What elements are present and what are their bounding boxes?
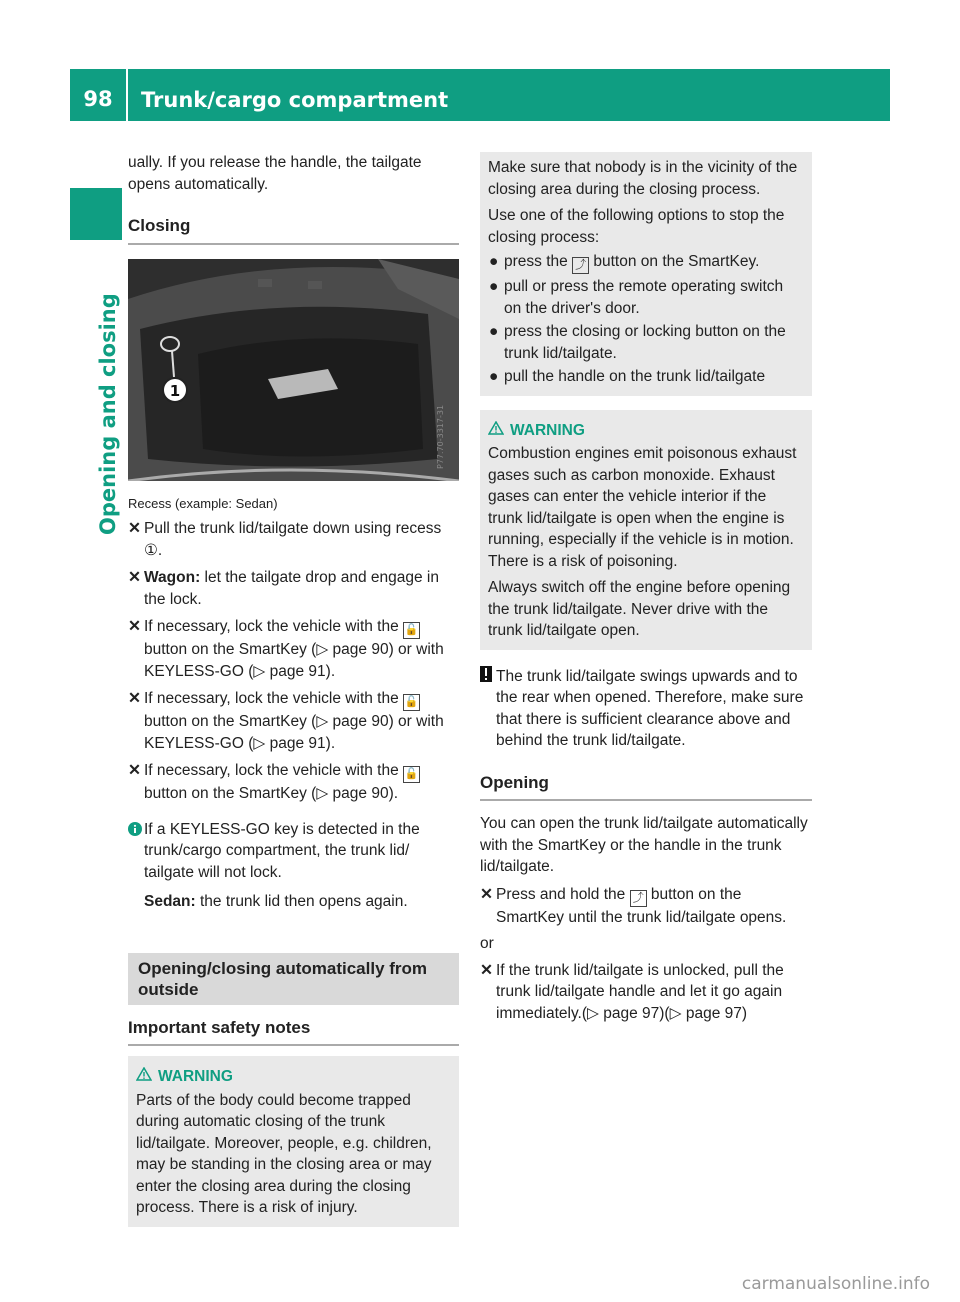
caution-note: The trunk lid/tailgate swings upwards and to the rear when opened. Therefore, make sure that there is sufficient clearance above and behind the trunk lid/tailgate. (480, 666, 812, 752)
info-note: If a KEYLESS-GO key is detected in the trunk/cargo compartment, the trunk lid/ tailgate will not lock. Sedan: the trunk lid then opens again. (128, 819, 459, 913)
box-paragraph-2: Use one of the following options to stop the closing process: (488, 207, 785, 246)
warning-box-exhaust (480, 410, 812, 650)
callout-number: 1 (169, 381, 181, 400)
header-divider (126, 69, 128, 121)
intro-paragraph: ually. If you release the handle, the tailgate opens automatically. (128, 154, 422, 193)
trunk-lid-illustration (128, 259, 459, 481)
opening-step-2: ✕ If the trunk lid/tailgate is unlocked, pull the trunk lid/tailgate handle and let it go again immediately.(▷ page 97)(▷ page 97) (480, 961, 784, 1022)
lock-icon: 🔓 (403, 694, 420, 711)
opening-step-1: ✕ Press and hold the ⤴ button on the SmartKey until the trunk lid/tailgate opens. (480, 885, 787, 926)
closing-step-2: ✕ Wagon: let the tailgate drop and engage in the lock. (128, 569, 439, 608)
stop-option-4: ● pull the handle on the trunk lid/tailgate (489, 368, 766, 385)
image-code: P77.70-3317-31 (436, 404, 445, 469)
trunk-icon: ⤴ (630, 890, 647, 907)
box-paragraph-1: Make sure that nobody is in the vicinity of the closing area during the closing process. (488, 159, 798, 198)
stop-option-2: ● pull or press the remote operating switch on the driver's door. (489, 278, 784, 317)
page-number: 98 (83, 87, 113, 111)
side-tab-label: Opening and closing (96, 293, 120, 535)
auto-open-close-heading: Opening/closing automatically from outside (128, 953, 459, 1005)
warning-paragraph-2: Always switch off the engine before opening the trunk lid/tailgate. Never drive with the trunk lid/tailgate open. (488, 579, 791, 639)
trunk-icon: ⤴ (572, 257, 589, 274)
lock-icon: 🔓 (403, 622, 420, 639)
closing-step-3: ✕ If necessary, lock the vehicle with the 🔓 button on the SmartKey (▷ page 90) or with KEYLESS-GO (▷ page 91). (128, 618, 444, 680)
closing-step-1: ✕ Pull the trunk lid/tailgate down using recess ①. (128, 520, 442, 559)
opening-heading: Opening (480, 772, 812, 802)
warning-title: WARNING (136, 1066, 451, 1088)
closing-safety-box (480, 152, 812, 396)
stop-option-1: ● press the ⤴ button on the SmartKey. (488, 251, 804, 274)
closing-step-4: ✕ If necessary, lock the vehicle with the 🔓 button on the SmartKey (▷ page 90) or with KEYLESS-GO (▷ page 91). (128, 690, 444, 752)
warning-paragraph-1: Combustion engines emit poisonous exhaust gases such as carbon monoxide. Exhaust gases can enter the vehicle interior if the trunk lid/tailgate is open when the engine is running, especially if the vehicle is in motion. There is a risk of poisoning. (488, 445, 797, 570)
chapter-title: Trunk/cargo compartment (141, 88, 449, 112)
left-column (128, 152, 459, 1227)
side-tab (70, 240, 122, 540)
lock-icon: 🔓 (403, 766, 420, 783)
warning-triangle-icon (488, 420, 504, 442)
warning-title: WARNING (488, 420, 804, 442)
or-text: or (480, 935, 494, 952)
closing-step-5: ✕ If necessary, lock the vehicle with the 🔓 button on the SmartKey (▷ page 90). (128, 762, 419, 802)
warning-triangle-icon (136, 1066, 152, 1088)
warning-text: Parts of the body could become trapped during automatic closing of the trunk lid/tailgate. Moreover, people, e.g. children, may be standing in the closing area or may enter the closing area during the closing process. There is a risk of injury. (136, 1091, 432, 1216)
image-caption: Recess (example: Sedan) (128, 495, 278, 511)
closing-heading: Closing (128, 215, 459, 245)
side-tab-block (70, 188, 122, 240)
warning-box-injury (128, 1056, 459, 1227)
opening-intro: You can open the trunk lid/tailgate automatically with the SmartKey or the handle in the trunk lid/tailgate. (480, 815, 808, 875)
caution-icon (480, 666, 492, 689)
footer-watermark[interactable]: carmanualsonline.info (741, 1274, 930, 1294)
trunk-recess-photo (128, 259, 459, 481)
info-icon (128, 821, 142, 843)
stop-option-3: ● press the closing or locking button on the trunk lid/tailgate. (489, 323, 786, 362)
right-column (480, 152, 812, 1024)
safety-notes-heading: Important safety notes (128, 1017, 459, 1047)
